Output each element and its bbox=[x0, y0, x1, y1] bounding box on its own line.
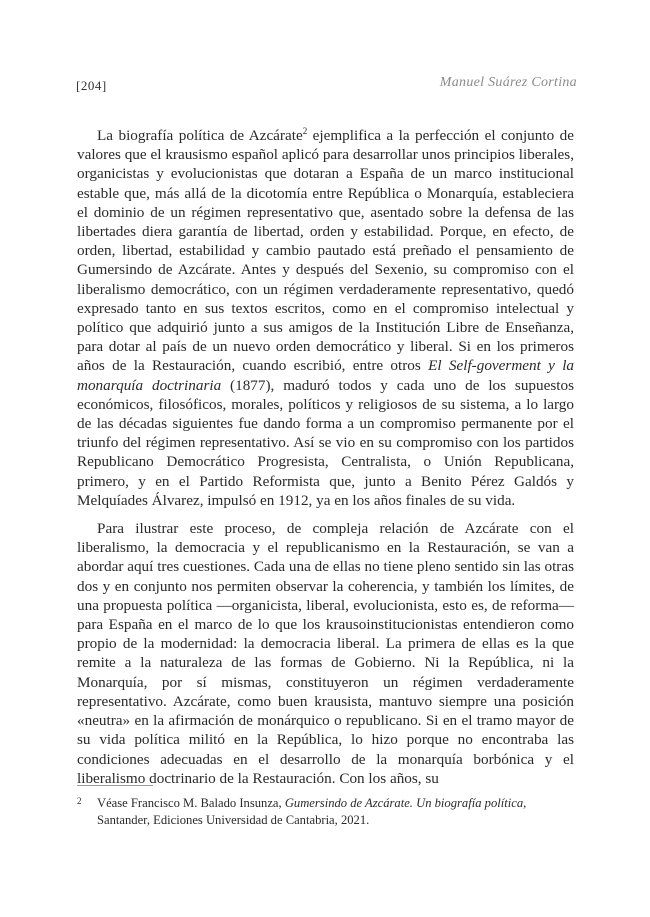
page-number: [204] bbox=[76, 78, 107, 93]
paragraph bbox=[77, 519, 574, 788]
footnote-text bbox=[77, 795, 577, 829]
body-text bbox=[77, 126, 574, 788]
text-run: La biografía política de Azcárate bbox=[97, 127, 303, 144]
text-run: Véase Francisco M. Balado Insunza, bbox=[97, 796, 285, 810]
footnote bbox=[77, 795, 577, 829]
footnote-divider bbox=[77, 785, 153, 786]
italic-title: Gumersindo de Azcárate. Un biografía política bbox=[284, 796, 524, 810]
text-run: (1877), maduró todos y cada uno de los supuestos económicos, filosóficos, morales, políticos y religiosos de su sistema, a lo largo de las décadas siguientes fue dando forma a un compromiso permanente por el triunfo del régimen representativo. Así se vio en su compromiso con los partidos Republicano Democrático Progresista, Centralista, o Unión Republicana, primero, y en el Partido Reformista que, junto a Benito Pérez Galdós y Melquíades Álvarez, impulsó en 1912, ya en los años finales de su vida. bbox=[77, 376, 574, 509]
paragraph bbox=[77, 126, 574, 510]
footnote-number: 2 bbox=[77, 796, 82, 806]
text-run: , Santander, Ediciones Universidad de Cantabria, 2021. bbox=[97, 796, 527, 827]
footnote-reference: 2 bbox=[302, 125, 308, 136]
text-run: Para ilustrar este proceso, de compleja relación de Azcárate con el liberalismo, la democracia y el republicanismo en la Restauración, se van a abordar aquí tres cuestiones. Cada una de ellas no tiene pleno sentido sin las otras dos y en conjunto nos permiten observar la coherencia, y también los límites, de una propuesta política —organicista, liberal, evolucionista, esto es, de reforma— para España en el marco de lo que los krausoinstitucionistas entendieron como propio de la modernidad: la democracia liberal. La primera de ellas es la que remite a la naturaleza de las formas de Gobierno. Ni la República, ni la Monarquía, por sí mismas, constituyeron un régimen verdaderamente representativo. Azcárate, como buen krausista, mantuvo siempre una posición «neutra» en la afirmación de monárquico o republicano. Si en el tramo mayor de su vida política militó en la República, lo hizo porque no encontraba las condiciones adecuadas en el desarrollo de la monarquía borbónica y el liberalismo doctrinario de la Restauración. Con los años, su bbox=[77, 520, 574, 787]
text-run: ejemplifica a la perfección el conjunto de valores que el krausismo español aplicó para desarrollar unos principios liberales, organicistas y evolucionistas que dotaran a España de un marco institucional estable que, más allá de la dicotomía entre República o Monarquía, estableciera el dominio de un régimen representativo que, asentado sobre la defensa de las libertades diera garantía de libertad, orden y estabilidad. Porque, en efecto, de orden, libertad, estabilidad y cambio pautado está preñado el pensamiento de Gumersindo de Azcárate. Antes y después del Sexenio, su compromiso con el liberalismo democrático, con un régimen verdaderamente representativo, quedó expresado tanto en sus textos escritos, como en el compromiso intelectual y político que adquirió junto a sus amigos de la Institución Libre de Enseñanza, para dotar al país de un nuevo orden democrático y liberal. Si en los primeros años de la Restauración, cuando escribió, entre otros bbox=[77, 127, 574, 375]
italic-title: El Self-goverment y la monarquía doctrinaria bbox=[77, 357, 575, 394]
running-head: Manuel Suárez Cortina bbox=[439, 75, 577, 90]
